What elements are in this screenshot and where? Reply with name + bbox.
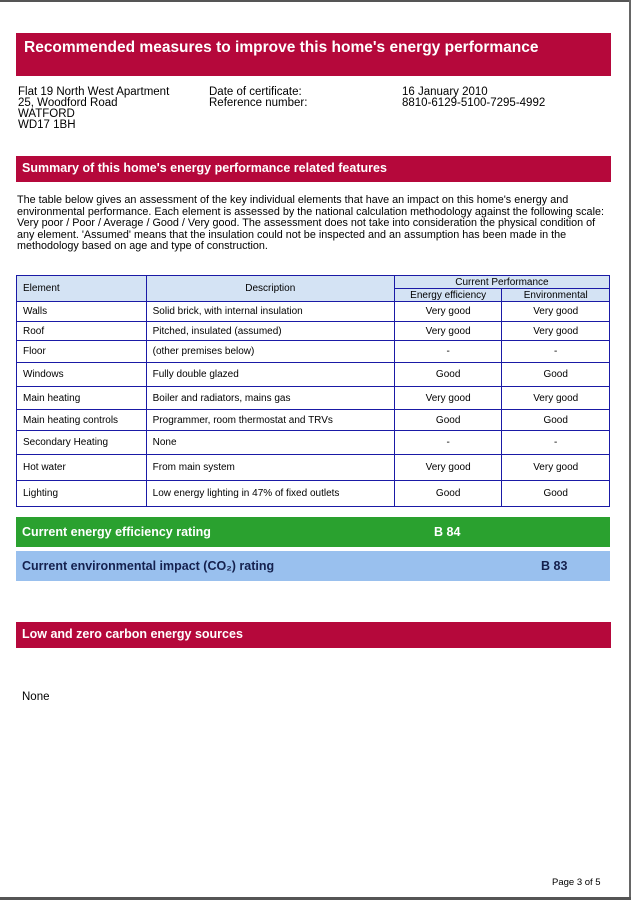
- energy-efficiency-rating-bar: [16, 517, 610, 547]
- row-environmental: Very good: [502, 322, 610, 341]
- table-row: [17, 322, 610, 341]
- date-value: 16 January 2010: [402, 86, 488, 98]
- row-element: Main heating controls: [17, 410, 147, 431]
- row-description: From main system: [146, 455, 394, 481]
- row-element: Floor: [17, 341, 147, 363]
- table-row: [17, 363, 610, 387]
- row-energy-efficiency: Very good: [394, 455, 502, 481]
- row-element: Main heating: [17, 387, 147, 410]
- row-energy-efficiency: Good: [394, 363, 502, 387]
- row-element: Roof: [17, 322, 147, 341]
- row-element: Secondary Heating: [17, 431, 147, 455]
- row-element: Windows: [17, 363, 147, 387]
- table-row: [17, 302, 610, 322]
- row-description: Solid brick, with internal insulation: [146, 302, 394, 322]
- property-address: [18, 87, 169, 131]
- row-description: Low energy lighting in 47% of fixed outlets: [146, 481, 394, 507]
- page-title: Recommended measures to improve this home's energy performance: [16, 33, 611, 76]
- energy-efficiency-rating-value: B 84: [434, 525, 461, 539]
- table-row: [17, 431, 610, 455]
- row-environmental: Very good: [502, 387, 610, 410]
- row-energy-efficiency: Very good: [394, 322, 502, 341]
- summary-heading: Summary of this home's energy performance related features: [16, 156, 611, 182]
- low-carbon-heading: Low and zero carbon energy sources: [16, 622, 611, 648]
- reference-label: Reference number:: [209, 97, 308, 109]
- row-environmental: Good: [502, 410, 610, 431]
- table-row: [17, 410, 610, 431]
- row-energy-efficiency: Good: [394, 481, 502, 507]
- row-description: Fully double glazed: [146, 363, 394, 387]
- row-environmental: Good: [502, 481, 610, 507]
- certificate-labels: [209, 87, 307, 109]
- row-environmental: Good: [502, 363, 610, 387]
- row-environmental: -: [502, 341, 610, 363]
- row-environmental: Very good: [502, 455, 610, 481]
- address-line-4: WD17 1BH: [18, 119, 76, 131]
- page-number: Page 3 of 5: [552, 877, 601, 888]
- table-row: [17, 481, 610, 507]
- row-energy-efficiency: -: [394, 341, 502, 363]
- page-top-border: [0, 0, 631, 2]
- table-row: [17, 455, 610, 481]
- date-label: Date of certificate:: [209, 86, 302, 98]
- table-row: [17, 341, 610, 363]
- header-description: Description: [146, 276, 394, 302]
- row-element: Lighting: [17, 481, 147, 507]
- row-description: Boiler and radiators, mains gas: [146, 387, 394, 410]
- header-element: Element: [17, 276, 147, 302]
- row-element: Hot water: [17, 455, 147, 481]
- row-energy-efficiency: Very good: [394, 387, 502, 410]
- certificate-values: [402, 87, 545, 109]
- row-description: Programmer, room thermostat and TRVs: [146, 410, 394, 431]
- features-table: [16, 275, 610, 507]
- row-environmental: Very good: [502, 302, 610, 322]
- low-carbon-value: None: [22, 691, 50, 703]
- row-energy-efficiency: Very good: [394, 302, 502, 322]
- reference-value: 8810-6129-5100-7295-4992: [402, 97, 546, 109]
- header-current-performance: Current Performance: [394, 276, 609, 289]
- address-line-1: Flat 19 North West Apartment: [18, 86, 170, 98]
- environmental-impact-rating-bar: [16, 551, 610, 581]
- header-energy-efficiency: Energy efficiency: [394, 289, 502, 302]
- row-description: Pitched, insulated (assumed): [146, 322, 394, 341]
- table-row: [17, 387, 610, 410]
- row-energy-efficiency: -: [394, 431, 502, 455]
- environmental-impact-rating-value: B 83: [541, 559, 568, 573]
- summary-intro: The table below gives an assessment of the key individual elements that have an impact on this home's energy and environmental performance. Each element is assessed by the national calculation methodology against the following scale: Very poor / Poor / Average / Good / Very good. The assessment does not take into consideration the physical condition of any element. 'Assumed' means that the insulation could not be inspected and an assumption has been made in the methodology based on age and type of construction.: [17, 194, 604, 253]
- environmental-impact-rating-label: Current environmental impact (CO₂) rating: [22, 559, 275, 573]
- address-line-2: 25, Woodford Road: [18, 97, 118, 109]
- row-energy-efficiency: Good: [394, 410, 502, 431]
- address-line-3: WATFORD: [18, 108, 75, 120]
- row-environmental: -: [502, 431, 610, 455]
- row-description: None: [146, 431, 394, 455]
- row-description: (other premises below): [146, 341, 394, 363]
- header-environmental: Environmental: [502, 289, 610, 302]
- row-element: Walls: [17, 302, 147, 322]
- energy-efficiency-rating-label: Current energy efficiency rating: [22, 525, 211, 539]
